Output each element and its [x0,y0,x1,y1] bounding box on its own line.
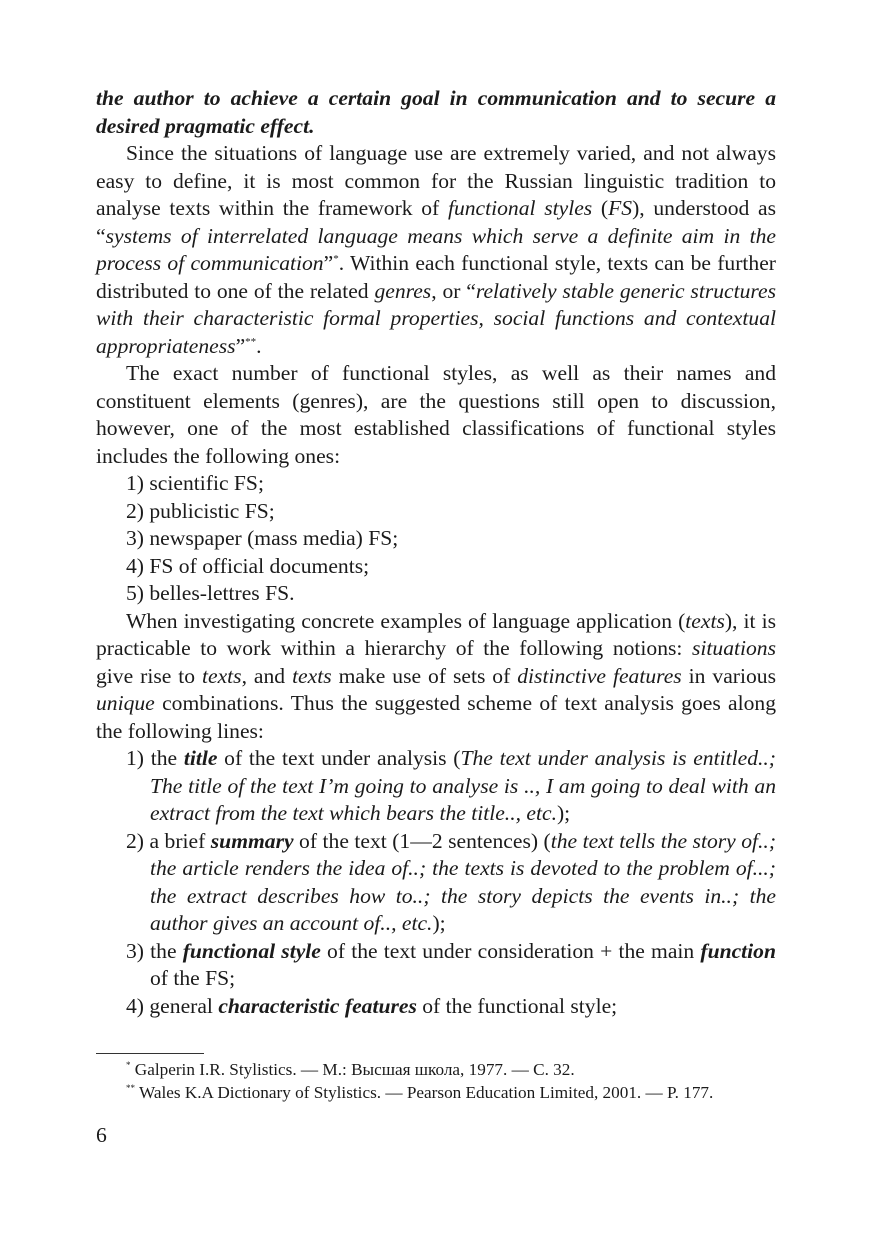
list-item: 4) FS of official documents; [126,553,370,578]
text-run: Since the situations of language use are extremely varied, and not always easy to define, it is most common for the Russian linguistic tradition to analyse texts within the framework of [96,141,776,220]
text-run: 3) the [126,938,183,963]
footnote-mark: ** [126,1083,135,1093]
functional-styles-list [96,470,776,608]
text-run: of the text under analysis ( [217,746,461,770]
quote-definition-genres: relatively stable generic structures with their characteristic formal properties, social functions and contextual appropriateness [96,278,776,358]
text-run: 4) general [126,993,219,1018]
opening-sentence-fragment: the author to achieve a certain goal in communication and to secure a desired pragmatic effect. [96,86,776,138]
term-texts: texts [685,608,725,633]
text-run: ); [556,801,571,825]
term-situations: situations [692,636,776,660]
term-genres: genres [374,278,432,303]
text-run: of the functional style; [416,993,618,1018]
text-run: of the FS; [150,966,236,990]
text-run: , and [241,663,293,688]
term-texts: texts [202,663,242,688]
footnote-text: Galperin I.R. Stylistics. — М.: Высшая школа, 1977. — С. 32. [130,1060,575,1079]
paragraph-functional-styles [96,140,776,360]
keyword-summary: summary [210,828,294,853]
footnote-mark: * [126,1060,131,1070]
paragraph-hierarchy [96,608,776,746]
list-item: 2) publicistic FS; [126,498,275,523]
text-run: . Within each functional style, texts can be further distributed to one of the related [96,251,776,303]
page-number: 6 [96,1123,107,1147]
text-run: ( [592,196,609,220]
footnote-ref-2: ** [245,335,257,348]
text-run: of the text under consideration + the main [320,938,701,963]
body-text [96,85,776,1020]
text-run: , or “ [431,278,476,303]
list-item: 3) newspaper (mass media) FS; [126,526,399,550]
keyword-function: function [700,938,776,963]
text-run: ); [432,911,446,935]
term-fs: FS [608,196,633,220]
footnote-1 [126,1058,786,1081]
keyword-title: title [183,746,218,770]
term-functional-styles: functional styles [447,196,593,220]
term-texts: texts [292,663,332,688]
quote-definition-fs: systems of interrelated language means which serve a definite aim in the process of communication [96,223,776,275]
text-run: ” [323,251,334,275]
scheme-item-summary [96,828,776,938]
keyword-functional-style: functional style [182,938,321,963]
text-run: 2) a brief [126,828,211,853]
text-run: ), it is practicable to work within a hierarchy of the following notions: [96,608,776,660]
paragraph-classification: The exact number of functional styles, as well as their names and constituent elements (genres), are the questions still open to discussion, however, one of the most established classifications of functional styles includes the following ones: [96,361,776,468]
text-run: combinations. Thus the suggested scheme of text analysis goes along the following lines: [96,691,776,743]
term-distinctive-features: distinctive features [517,663,682,688]
scheme-item-functional-style [96,938,776,993]
footnote-ref-1: * [333,253,339,265]
text-run: ” [235,333,246,358]
footnote-text: Wales K.A Dictionary of Stylistics. — Pearson Education Limited, 2001. — P. 177. [135,1083,714,1102]
footnote-2 [126,1081,786,1104]
text-run: . [256,333,262,358]
keyword-characteristic-features: characteristic features [218,993,417,1018]
list-item: 5) belles-lettres FS. [126,581,295,605]
text-run: ), understood as “ [96,196,776,248]
text-run: When investigating concrete examples of language application ( [126,608,686,633]
text-run: in various [681,663,776,688]
scheme-item-title [96,745,776,828]
footnote-divider [96,1053,204,1054]
list-item: 1) scientific FS; [126,471,264,495]
footnotes [126,1058,786,1104]
example-phrases: the text tells the story of..; the article renders the idea of..; the texts is devoted to the problem of...; the extract describes how to..; the story depicts the events in..; the author gives an account of.., etc. [150,828,777,935]
text-run: make use of sets of [331,663,518,688]
analysis-scheme-list [96,745,776,1020]
text-run: of the text (1—2 sentences) ( [293,828,551,853]
text-run: give rise to [96,663,202,688]
example-phrases: The text under analysis is entitled..; The title of the text I’m going to analyse is .., I am going to deal with an extract from the text which bears the title.., etc. [150,746,776,825]
text-run: 1) the [126,746,184,770]
scheme-item-features [96,993,776,1021]
term-unique: unique [96,691,155,715]
